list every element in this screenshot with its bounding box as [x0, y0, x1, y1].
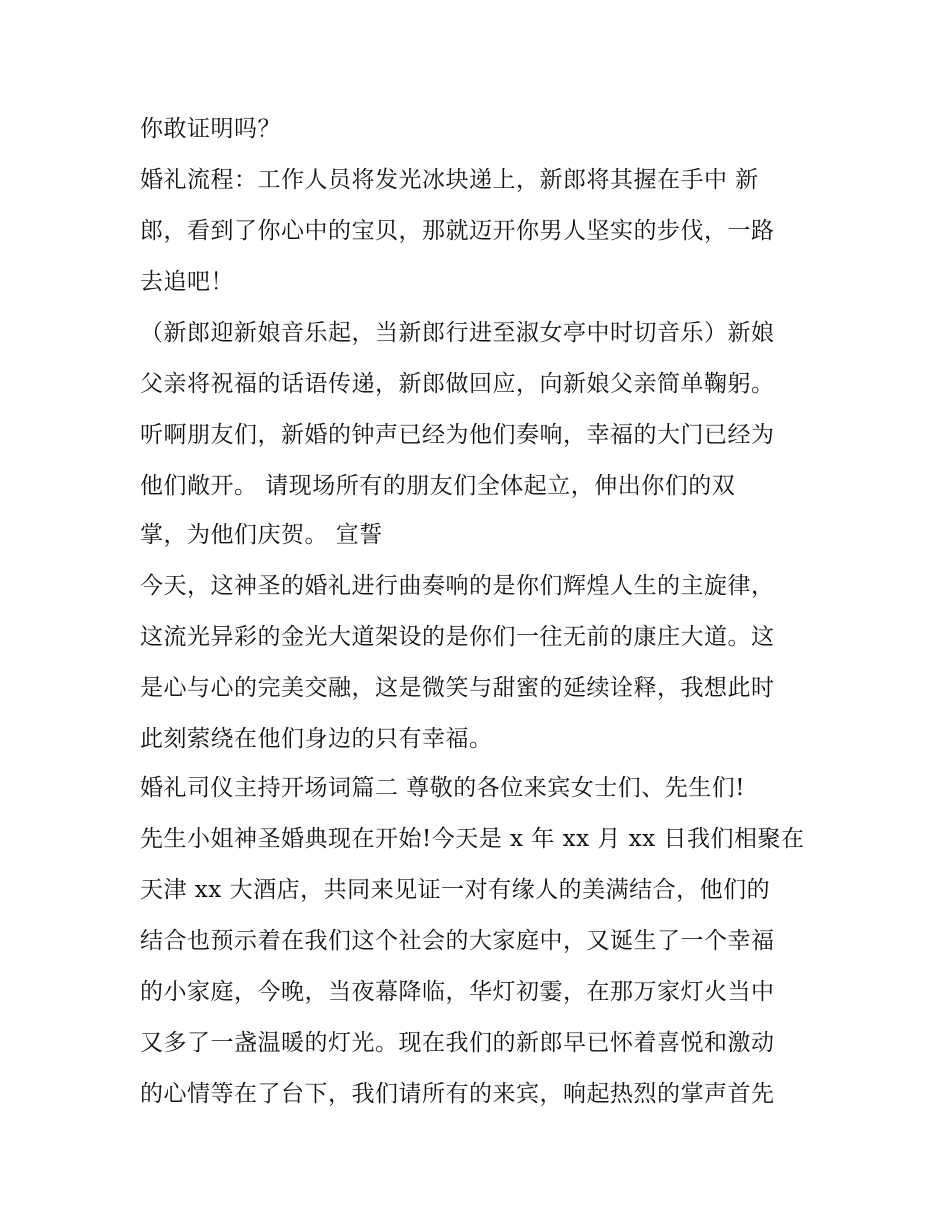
text-line: 他们敞开。 请现场所有的朋友们全体起立，伸出你们的双 [140, 473, 736, 499]
text-line: 的小家庭，今晚，当夜幕降临，华灯初霎，在那万家灯火当中 [140, 979, 775, 1005]
text-line: 去追吧！ [140, 269, 234, 295]
text-line: 是心与心的完美交融，这是微笑与甜蜜的延续诠释，我想此时 [140, 675, 775, 701]
text-line: 父亲将祝福的话语传递，新郎做回应，向新娘父亲简单鞠躬。 [140, 371, 775, 397]
text-line: 掌，为他们庆贺。 宣誓 [140, 522, 383, 548]
text-line: 婚礼司仪主持开场词篇二 尊敬的各位来宾女士们、先生们! [140, 775, 746, 801]
text-line: 婚礼流程：工作人员将发光冰块递上，新郎将其握在手中 新 [140, 167, 759, 193]
text-line: 先生小姐神圣婚典现在开始!今天是 x 年 xx 月 xx 日我们相聚在 [140, 826, 805, 852]
text-line: 郎，看到了你心中的宝贝，那就迈开你男人坚实的步伐，一路 [140, 218, 775, 244]
text-line: 天津 xx 大酒店，共同来见证一对有缘人的美满结合，他们的 [140, 877, 771, 903]
text-line: 这流光异彩的金光大道架设的是你们一往无前的康庄大道。这 [140, 624, 775, 650]
text-line: 今天，这神圣的婚礼进行曲奏响的是你们辉煌人生的主旋律， [140, 573, 775, 599]
text-line: 的心情等在了台下，我们请所有的来宾，响起热烈的掌声首先 [140, 1081, 775, 1107]
text-line: 结合也预示着在我们这个社会的大家庭中，又诞生了一个幸福 [140, 928, 775, 954]
text-line: （新郎迎新娘音乐起，当新郎行进至淑女亭中时切音乐）新娘 [140, 320, 775, 346]
text-line: 此刻萦绕在他们身边的只有幸福。 [140, 726, 493, 752]
text-line: 你敢证明吗？ [140, 116, 281, 142]
text-line: 又多了一盏温暖的灯光。现在我们的新郎早已怀着喜悦和激动 [140, 1030, 775, 1056]
text-line: 听啊朋友们，新婚的钟声已经为他们奏响，幸福的大门已经为 [140, 422, 775, 448]
